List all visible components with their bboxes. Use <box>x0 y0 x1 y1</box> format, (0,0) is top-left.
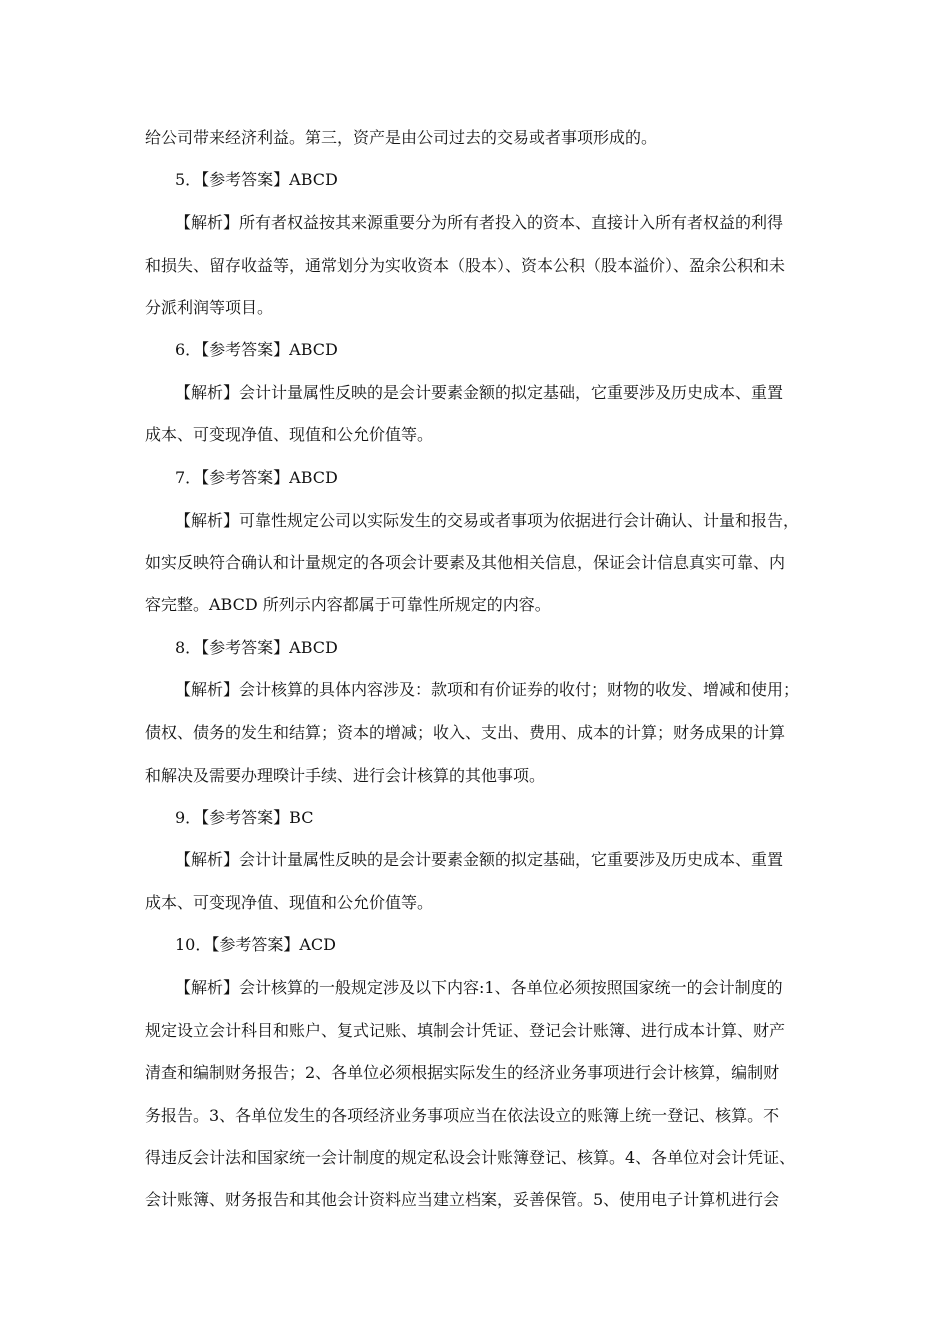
answer-heading: 6．【参考答案】ABCD <box>175 340 338 359</box>
text-line: 得违反会计法和国家统一会计制度的规定私设会计账簿登记、核算。4、各单位对会计凭证、 <box>145 1148 796 1167</box>
answer-heading: 8．【参考答案】ABCD <box>175 638 338 657</box>
text-line: 和损失、留存收益等，通常划分为实收资本（股本）、资本公积（股本溢价）、盈余公积和未 <box>145 256 786 275</box>
answer-heading: 5．【参考答案】ABCD <box>175 170 338 189</box>
text-line: 【解析】会计核算的具体内容涉及：款项和有价证券的收付；财物的收发、增减和使用； <box>175 680 800 699</box>
text-line: 会计账簿、财务报告和其他会计资料应当建立档案，妥善保管。5、使用电子计算机进行会 <box>145 1190 780 1209</box>
text-line: 【解析】会计核算的一般规定涉及以下内容:1、各单位必须按照国家统一的会计制度的 <box>175 978 783 997</box>
text-line: 给公司带来经济利益。第三，资产是由公司过去的交易或者事项形成的。 <box>145 128 658 147</box>
answer-heading: 10．【参考答案】ACD <box>175 935 336 954</box>
text-line: 债权、债务的发生和结算；资本的增减；收入、支出、费用、成本的计算；财务成果的计算 <box>145 723 786 742</box>
text-line: 【解析】所有者权益按其来源重要分为所有者投入的资本、直接计入所有者权益的利得 <box>175 213 784 232</box>
text-line: 规定设立会计科目和账户、复式记账、填制会计凭证、登记会计账簿、进行成本计算、财产 <box>145 1021 786 1040</box>
text-line: 和解决及需要办理暌计手续、进行会计核算的其他事项。 <box>145 766 546 785</box>
text-line: 务报告。3、各单位发生的各项经济业务事项应当在依法设立的账簿上统一登记、核算。不 <box>145 1106 780 1125</box>
answer-heading: 7．【参考答案】ABCD <box>175 468 338 487</box>
text-line: 【解析】会计计量属性反映的是会计要素金额的拟定基础，它重要涉及历史成本、重置 <box>175 850 784 869</box>
text-line: 分派利润等项目。 <box>145 298 274 317</box>
text-line: 成本、可变现净值、现值和公允价值等。 <box>145 893 434 912</box>
text-line: 【解析】可靠性规定公司以实际发生的交易或者事项为依据进行会计确认、计量和报告， <box>175 511 800 530</box>
text-line: 容完整。ABCD 所列示内容都属于可靠性所规定的内容。 <box>145 595 551 614</box>
text-line: 【解析】会计计量属性反映的是会计要素金额的拟定基础，它重要涉及历史成本、重置 <box>175 383 784 402</box>
text-line: 清查和编制财务报告；2、各单位必须根据实际发生的经济业务事项进行会计核算，编制财 <box>145 1063 780 1082</box>
text-line: 如实反映符合确认和计量规定的各项会计要素及其他相关信息，保证会计信息真实可靠、内 <box>145 553 786 572</box>
text-line: 成本、可变现净值、现值和公允价值等。 <box>145 425 434 444</box>
answer-heading: 9．【参考答案】BC <box>175 808 314 827</box>
